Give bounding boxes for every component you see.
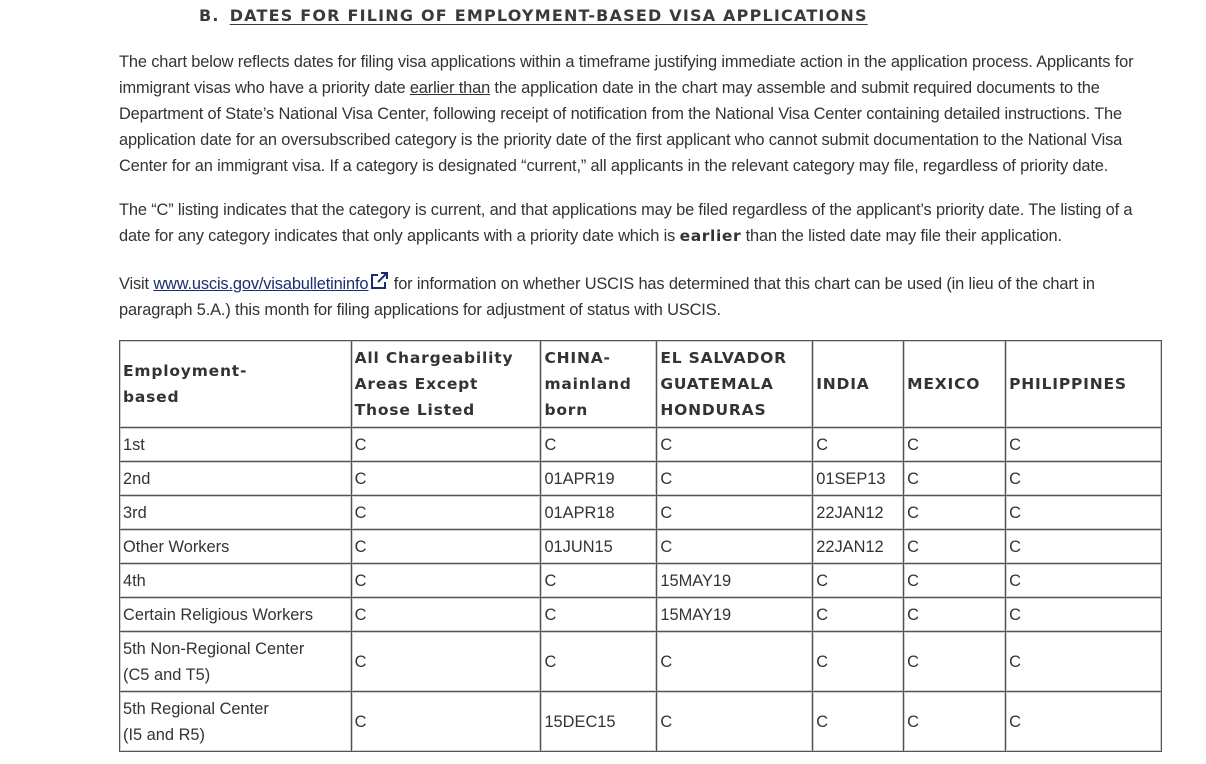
paragraph-uscis-info [119, 271, 1159, 323]
table-row [120, 692, 1162, 752]
earlier-bold: earlier [679, 227, 742, 245]
row-label-line: (I5 and R5) [123, 725, 205, 744]
table-row [120, 462, 1162, 496]
table-cell: C [541, 632, 657, 692]
paragraph3-text-before: Visit [119, 275, 154, 293]
row-category-label [120, 530, 352, 564]
table-row [120, 564, 1162, 598]
paragraph3-text-after: for information on whether USCIS has determined that this chart can be used (in lieu of the chart in paragraph 5.A.) this month for filing applications for adjustment of status with USCIS. [119, 275, 1095, 319]
table-cell: C [1006, 496, 1162, 530]
table-cell: 22JAN12 [813, 530, 904, 564]
row-label-line: Other Workers [123, 537, 230, 556]
row-label-line: 1st [123, 435, 145, 454]
table-cell: C [1006, 692, 1162, 752]
row-label-line: 2nd [123, 469, 151, 488]
column-header-line: MEXICO [907, 375, 981, 393]
row-category-label [120, 692, 352, 752]
section-title: DATES FOR FILING OF EMPLOYMENT-BASED VISA APPLICATIONS [229, 6, 868, 25]
table-cell: C [813, 428, 904, 462]
table-cell: C [351, 462, 541, 496]
table-cell: C [1006, 598, 1162, 632]
table-cell: C [1006, 632, 1162, 692]
table-cell: 22JAN12 [813, 496, 904, 530]
row-category-label [120, 462, 352, 496]
row-label-line: (C5 and T5) [123, 665, 211, 684]
column-header [657, 341, 813, 428]
table-cell: C [657, 462, 813, 496]
paragraph2-text-after: than the listed date may file their application. [741, 227, 1062, 245]
column-header-line: Areas Except [354, 375, 479, 393]
column-header [1006, 341, 1162, 428]
table-cell: 15MAY19 [657, 598, 813, 632]
table-cell: C [351, 692, 541, 752]
table-cell: 01APR18 [541, 496, 657, 530]
table-cell: C [351, 564, 541, 598]
table-cell: C [904, 564, 1006, 598]
row-category-label [120, 632, 352, 692]
column-header-line: HONDURAS [660, 401, 767, 419]
table-cell: C [904, 428, 1006, 462]
table-header-row [120, 341, 1162, 428]
column-header-line: born [544, 401, 589, 419]
column-header-line: mainland [544, 375, 632, 393]
table-cell: C [813, 598, 904, 632]
earlier-than-underlined: earlier than [409, 79, 491, 97]
row-category-label [120, 496, 352, 530]
table-cell: C [1006, 564, 1162, 598]
table-cell: C [351, 530, 541, 564]
table-cell: C [904, 598, 1006, 632]
table-row [120, 496, 1162, 530]
table-cell: C [904, 692, 1006, 752]
table-cell: C [813, 564, 904, 598]
column-header-line: PHILIPPINES [1009, 375, 1127, 393]
column-header [813, 341, 904, 428]
table-cell: 01JUN15 [541, 530, 657, 564]
column-header-line: based [123, 388, 180, 406]
table-cell: C [541, 428, 657, 462]
column-header-line: Employment- [123, 362, 248, 380]
external-link-icon[interactable] [369, 271, 389, 291]
table-cell: C [657, 530, 813, 564]
table-row [120, 598, 1162, 632]
paragraph1-text-after: the application date in the chart may assemble and submit required documents to the Department of State’s National Visa Center, following receipt of notification from the National Visa Center containing detailed instructions. The application date for an oversubscribed category is the priority date of the first applicant who cannot submit documentation to the National Visa Center for an immigrant visa. If a category is designated “current,” all applicants in the relevant category may file, regardless of priority date. [119, 79, 1123, 175]
table-cell: C [904, 496, 1006, 530]
column-header-line: GUATEMALA [660, 375, 774, 393]
table-cell: C [904, 462, 1006, 496]
row-category-label [120, 564, 352, 598]
uscis-visabulletin-link[interactable]: www.uscis.gov/visabulletininfo [153, 275, 369, 293]
table-cell: C [351, 632, 541, 692]
column-header-line: CHINA- [544, 349, 611, 367]
column-header [351, 341, 541, 428]
row-label-line: 4th [123, 571, 146, 590]
paragraph-dates-for-filing [119, 49, 1159, 179]
row-label-line: 3rd [123, 503, 147, 522]
table-cell: 15MAY19 [657, 564, 813, 598]
table-cell: C [904, 530, 1006, 564]
table-cell: C [657, 428, 813, 462]
paragraph1-text-before: The chart below reflects dates for filing visa applications within a timeframe justifying immediate action in the application process. Applicants for immigrant visas who have a priority date [119, 53, 1134, 97]
paragraph2-text-before: The “C” listing indicates that the category is current, and that applications may be filed regardless of the applicant’s priority date. The listing of a date for any category indicates that only applicants with a priority date which is [119, 201, 1133, 245]
table-cell: 01APR19 [541, 462, 657, 496]
table-cell: C [351, 428, 541, 462]
column-header-line: INDIA [816, 375, 870, 393]
column-header-line: EL SALVADOR [660, 349, 787, 367]
column-header-line: All Chargeability [354, 349, 514, 367]
table-row [120, 428, 1162, 462]
table-cell: C [1006, 462, 1162, 496]
row-label-line: 5th Regional Center [123, 699, 269, 718]
column-header [120, 341, 352, 428]
table-cell: C [657, 692, 813, 752]
row-label-line: 5th Non-Regional Center [123, 639, 305, 658]
table-cell: C [813, 692, 904, 752]
table-cell: 15DEC15 [541, 692, 657, 752]
row-category-label [120, 598, 352, 632]
table-cell: 01SEP13 [813, 462, 904, 496]
table-row [120, 632, 1162, 692]
column-header [904, 341, 1006, 428]
table-cell: C [904, 632, 1006, 692]
column-header [541, 341, 657, 428]
table-cell: C [657, 496, 813, 530]
table-cell: C [1006, 428, 1162, 462]
table-cell: C [541, 598, 657, 632]
employment-based-filing-dates-table [119, 340, 1162, 752]
row-label-line: Certain Religious Workers [123, 605, 314, 624]
table-cell: C [1006, 530, 1162, 564]
row-category-label [120, 428, 352, 462]
column-header-line: Those Listed [354, 401, 476, 419]
table-cell: C [541, 564, 657, 598]
table-cell: C [813, 632, 904, 692]
section-heading [199, 6, 868, 25]
table-cell: C [351, 598, 541, 632]
table-cell: C [351, 496, 541, 530]
paragraph-current-listing [119, 197, 1159, 249]
section-letter: B. [199, 6, 220, 25]
table-body [120, 428, 1162, 752]
table-cell: C [657, 632, 813, 692]
table-row [120, 530, 1162, 564]
